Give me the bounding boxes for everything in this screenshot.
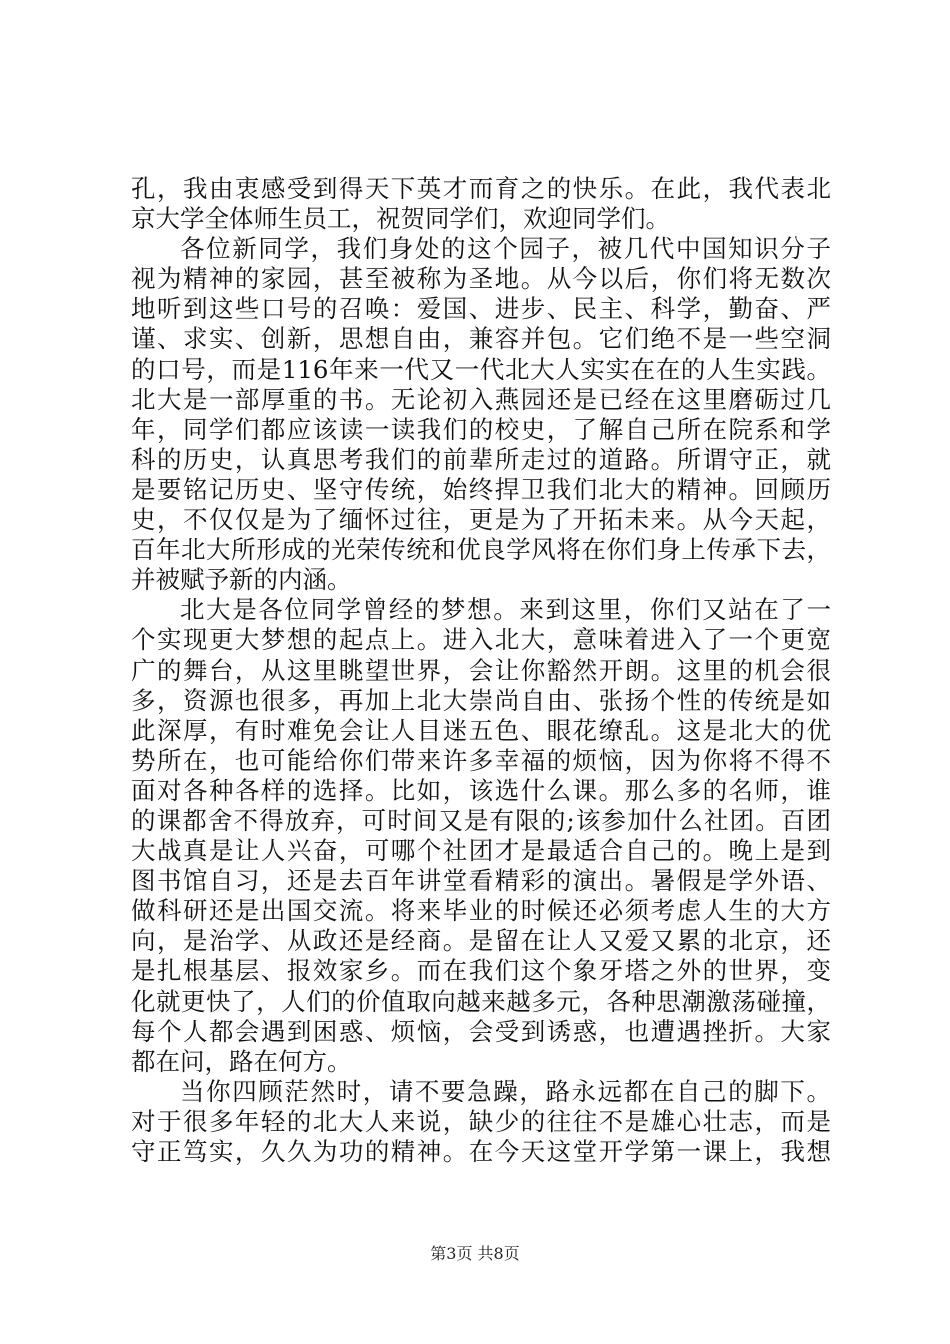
- text-line: 势所在，也可能给你们带来许多幸福的烦恼，因为你将不得不: [131, 745, 831, 775]
- text-line: 图书馆自习，还是去百年讲堂看精彩的演出。暑假是学外语、: [131, 866, 831, 896]
- text-line: 并被赋予新的内涵。: [131, 565, 352, 595]
- document-body: [131, 174, 831, 1167]
- text-line: 京大学全体师生员工，祝贺同学们，欢迎同学们。: [131, 204, 670, 234]
- text-line: 是要铭记历史、坚守传统，始终捍卫我们北大的精神。回顾历: [131, 474, 831, 504]
- text-line: 化就更快了，人们的价值取向越来越多元，各种思潮激荡碰撞，: [131, 986, 831, 1016]
- text-line: 此深厚，有时难免会让人目迷五色、眼花缭乱。这是北大的优: [131, 715, 831, 745]
- text-line: 当你四顾茫然时，请不要急躁，路永远都在自己的脚下。: [180, 1076, 831, 1106]
- text-line: 北大是一部厚重的书。无论初入燕园还是已经在这里磨砺过几: [131, 384, 831, 414]
- text-line: 科的历史，认真思考我们的前辈所走过的道路。所谓守正，就: [131, 444, 831, 474]
- text-line: 个实现更大梦想的起点上。进入北大，意味着进入了一个更宽: [131, 625, 831, 655]
- text-line: 各位新同学，我们身处的这个园子，被几代中国知识分子: [180, 234, 831, 264]
- text-line: 谨、求实、创新，思想自由，兼容并包。它们绝不是一些空洞: [131, 324, 831, 354]
- text-line: 年，同学们都应该读一读我们的校史，了解自己所在院系和学: [131, 414, 831, 444]
- text-line: 孔，我由衷感受到得天下英才而育之的快乐。在此，我代表北: [131, 174, 831, 203]
- text-line: 地听到这些口号的召唤：爱国、进步、民主、科学，勤奋、严: [131, 294, 831, 324]
- text-line: 的口号，而是116年来一代又一代北大人实实在在的人生实践。: [131, 354, 831, 384]
- text-line: 广的舞台，从这里眺望世界，会让你豁然开朗。这里的机会很: [131, 655, 831, 685]
- text-line: 面对各种各样的选择。比如，该选什么课。那么多的名师，谁: [131, 775, 831, 805]
- text-line: 百年北大所形成的光荣传统和优良学风将在你们身上传承下去，: [131, 535, 831, 565]
- text-line: 每个人都会遇到困惑、烦恼，会受到诱惑，也遭遇挫折。大家: [131, 1016, 831, 1046]
- text-line: 大战真是让人兴奋，可哪个社团才是最适合自己的。晚上是到: [131, 836, 831, 866]
- text-line: 的课都舍不得放弃，可时间又是有限的;该参加什么社团。百团: [131, 805, 831, 835]
- text-line: 视为精神的家园，甚至被称为圣地。从今以后，你们将无数次: [131, 264, 831, 294]
- text-line: 多，资源也很多，再加上北大崇尚自由、张扬个性的传统是如: [131, 685, 831, 715]
- page-footer: [0, 1244, 950, 1264]
- page-number: 第3页 共8页: [430, 1244, 520, 1263]
- text-line: 都在问，路在何方。: [131, 1046, 352, 1076]
- text-line: 守正笃实，久久为功的精神。在今天这堂开学第一课上，我想: [131, 1137, 831, 1166]
- text-line: 是扎根基层、报效家乡。而在我们这个象牙塔之外的世界，变: [131, 956, 831, 986]
- text-line: 向，是治学、从政还是经商。是留在让人又爱又累的北京，还: [131, 926, 831, 956]
- text-line: 做科研还是出国交流。将来毕业的时候还必须考虑人生的大方: [131, 896, 831, 926]
- text-line: 史，不仅仅是为了缅怀过往，更是为了开拓未来。从今天起，: [131, 505, 831, 535]
- text-line: 北大是各位同学曾经的梦想。来到这里，你们又站在了一: [180, 595, 831, 625]
- text-line: 对于很多年轻的北大人来说，缺少的往往不是雄心壮志，而是: [131, 1106, 831, 1136]
